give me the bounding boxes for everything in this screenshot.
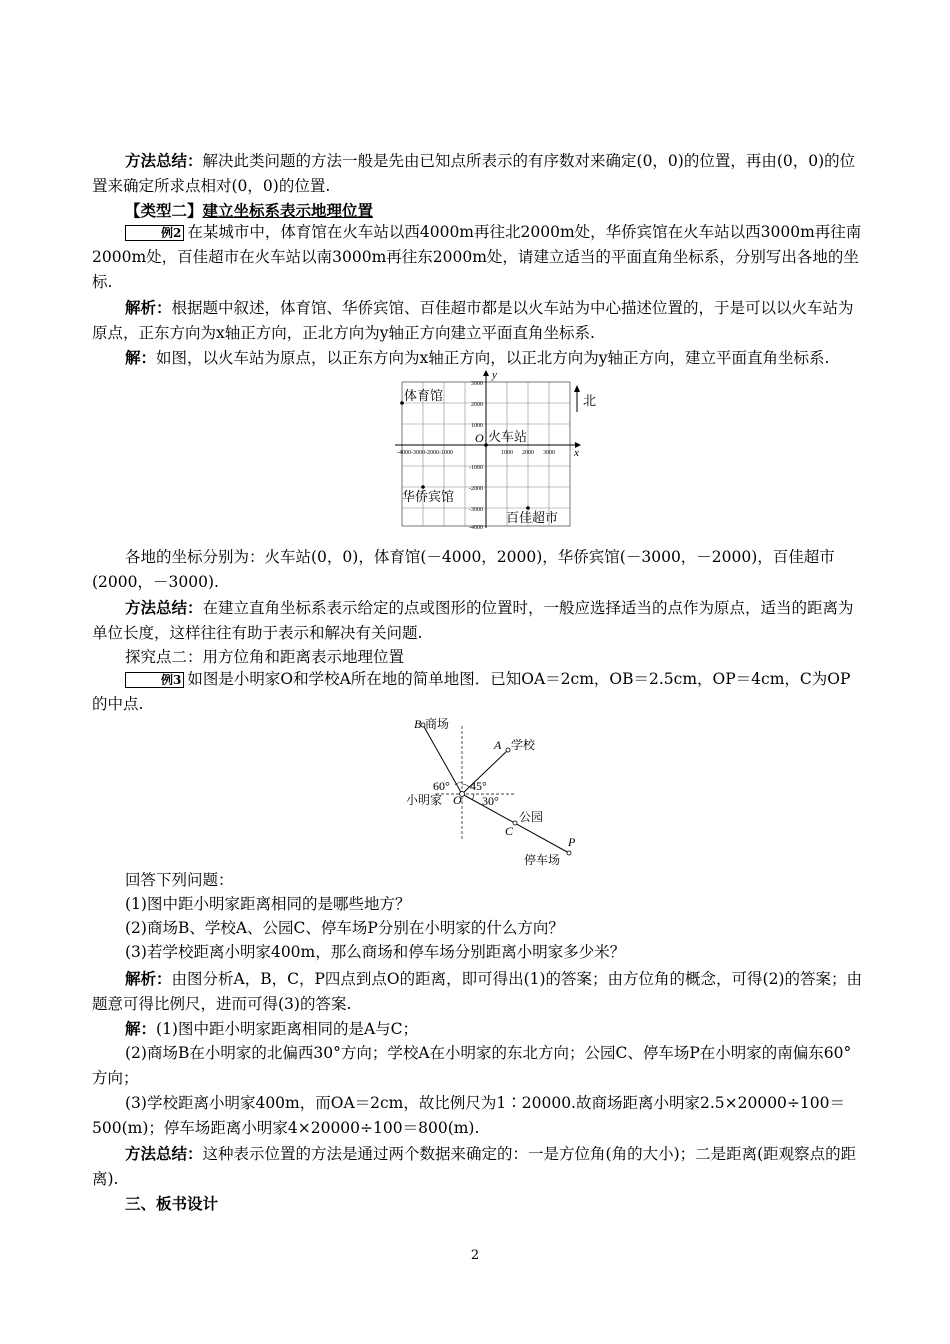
- example-badge: 例2: [125, 225, 184, 241]
- svg-text:3000: 3000: [471, 381, 483, 387]
- svg-text:-3000: -3000: [469, 507, 483, 513]
- station-label: 火车站: [488, 429, 528, 444]
- example-3: [92, 667, 864, 717]
- summary-text: 在建立直角坐标系表示给定的点或图形的位置时，一般应选择适当的点作为原点，适当的距离为单位长度，这样往往有助于表示和解决有关问题.: [92, 599, 854, 642]
- svg-text:-4000: -4000: [469, 525, 483, 531]
- y-arrow: [483, 370, 489, 376]
- label-angle-45: 45°: [470, 779, 487, 793]
- label-C: C: [505, 824, 514, 838]
- analysis-text: 根据题中叙述，体育馆、华侨宾馆、百佳超市都是以火车站为中心描述位置的，于是可以以火车站为原点，正东方向为x轴正方向，正北方向为y轴正方向建立平面直角坐标系.: [92, 299, 854, 342]
- solution-text: 如图，以火车站为原点，以正东方向为x轴正方向，以正北方向为y轴正方向，建立平面直角坐标系.: [156, 349, 830, 367]
- solution-text: (1)图中距小明家距离相同的是A与C；: [156, 1020, 419, 1038]
- solution-3-part3: (3)学校距离小明家400m，而OA＝2cm，故比例尺为1∶20000.故商场距离小明家2.5×20000÷100＝500(m)；停车场距离小明家4×20000÷100＝800(m).: [92, 1094, 845, 1137]
- label-B: B: [414, 717, 422, 731]
- point-C: [513, 821, 517, 825]
- question-2: (2)商场B、学校A、公园C、停车场P分别在小明家的什么方向？: [125, 919, 564, 937]
- stadium-label: 体育馆: [404, 388, 444, 403]
- x-negative-ticks: -4000-3000-2000-1000: [397, 450, 453, 456]
- analysis-3: [92, 966, 864, 1017]
- label-O: O: [453, 793, 462, 807]
- page-number: 2: [470, 1248, 480, 1263]
- north-label: 北: [583, 393, 597, 408]
- direction-map-figure: [400, 712, 590, 870]
- svg-text:-1000: -1000: [469, 465, 483, 471]
- example-2: [92, 220, 864, 295]
- svg-text:3000: 3000: [543, 450, 555, 456]
- coordinates-result: 各地的坐标分别为：火车站(0，0)，体育馆(－4000，2000)，华侨宾馆(－3000，－2000)，百佳超市(2000，－3000).: [92, 548, 835, 591]
- svg-text:2000: 2000: [522, 450, 534, 456]
- y-tick-labels: [469, 381, 483, 531]
- summary-text: 这种表示位置的方法是通过两个数据来确定的：一是方位角(角的大小)；二是距离(距观察点的距离).: [92, 1145, 857, 1188]
- summary-1: [92, 148, 864, 199]
- x-axis-label: x: [574, 447, 579, 459]
- market-label: 百佳超市: [506, 510, 559, 525]
- label-angle-60: 60°: [433, 779, 450, 793]
- summary-label: 方法总结：: [125, 1144, 203, 1163]
- question-1: (1)图中距小明家距离相同的是哪些地方？: [125, 895, 411, 913]
- analysis-text: 由图分析A，B，C，P四点到点O的距离，即可得出(1)的答案；由方位角的概念，可得(2)的答案；由题意可得比例尺，进而可得(3)的答案.: [92, 970, 863, 1013]
- summary-label: 方法总结：: [125, 151, 203, 170]
- summary-text: 解决此类问题的方法一般是先由已知点所表示的有序数对来确定(0，0)的位置，再由(0，0)的位置来确定所求点相对(0，0)的位置.: [92, 152, 856, 195]
- label-home: 小明家: [406, 793, 443, 807]
- question-3: (3)若学校距离小明家400m，那么商场和停车场分别距离小明家多少米？: [125, 943, 626, 961]
- type2-bracket: 【类型二】: [125, 201, 203, 220]
- label-parking: 停车场: [524, 853, 561, 867]
- svg-text:1000: 1000: [471, 423, 483, 429]
- angle-45-arc: [462, 784, 469, 787]
- label-A: A: [494, 738, 502, 752]
- example-text: 如图是小明家O和学校A所在地的简单地图．已知OA＝2cm，OB＝2.5cm，OP＝4cm，C为OP的中点.: [92, 670, 851, 713]
- summary-label: 方法总结：: [125, 598, 203, 617]
- answer-intro: 回答下列问题：: [125, 871, 234, 889]
- hotel-label: 华侨宾馆: [402, 489, 455, 504]
- summary-2: [92, 595, 864, 646]
- solution-3-part2: (2)商场B在小明家的北偏西30°方向；学校A在小明家的东北方向；公园C、停车场P在小明家的南偏东60°方向；: [92, 1044, 852, 1087]
- svg-text:-2000: -2000: [469, 486, 483, 492]
- summary-3: [92, 1141, 864, 1192]
- explore-point-2: 探究点二：用方位角和距离表示地理位置: [125, 648, 405, 666]
- type2-title: 建立坐标系表示地理位置: [202, 201, 374, 220]
- point-A: [506, 748, 510, 752]
- label-mall: 商场: [425, 717, 450, 731]
- solution-label: 解：: [125, 348, 157, 367]
- example-badge: 例3: [125, 672, 184, 688]
- label-park: 公园: [519, 810, 544, 824]
- solution-3: [92, 1016, 864, 1042]
- angle-30-arc: [472, 794, 474, 800]
- x-positive-ticks: [501, 450, 555, 456]
- analysis-label: 解析：: [125, 969, 172, 988]
- point-P: [567, 851, 571, 855]
- label-school: 学校: [511, 738, 536, 752]
- y-axis-label: y: [492, 369, 497, 381]
- example-text: 在某城市中，体育馆在火车站以西4000m再往北2000m处，华侨宾馆在火车站以西3000m再往南2000m处，百佳超市在火车站以南3000m再往东2000m处，请建立适当的平面直角坐标系，分别写出各地的坐标.: [92, 223, 862, 291]
- svg-text:2000: 2000: [471, 402, 483, 408]
- coordinate-figure: [392, 368, 612, 532]
- section-board-design: 三、板书设计: [125, 1194, 219, 1213]
- origin-label: O: [475, 431, 484, 445]
- north-arrowhead: [574, 385, 580, 392]
- analysis-label: 解析：: [125, 298, 172, 317]
- solution-label: 解：: [125, 1019, 157, 1038]
- label-angle-30: 30°: [482, 794, 499, 808]
- analysis-2: [92, 295, 864, 346]
- label-P: P: [568, 835, 576, 849]
- svg-text:1000: 1000: [501, 450, 513, 456]
